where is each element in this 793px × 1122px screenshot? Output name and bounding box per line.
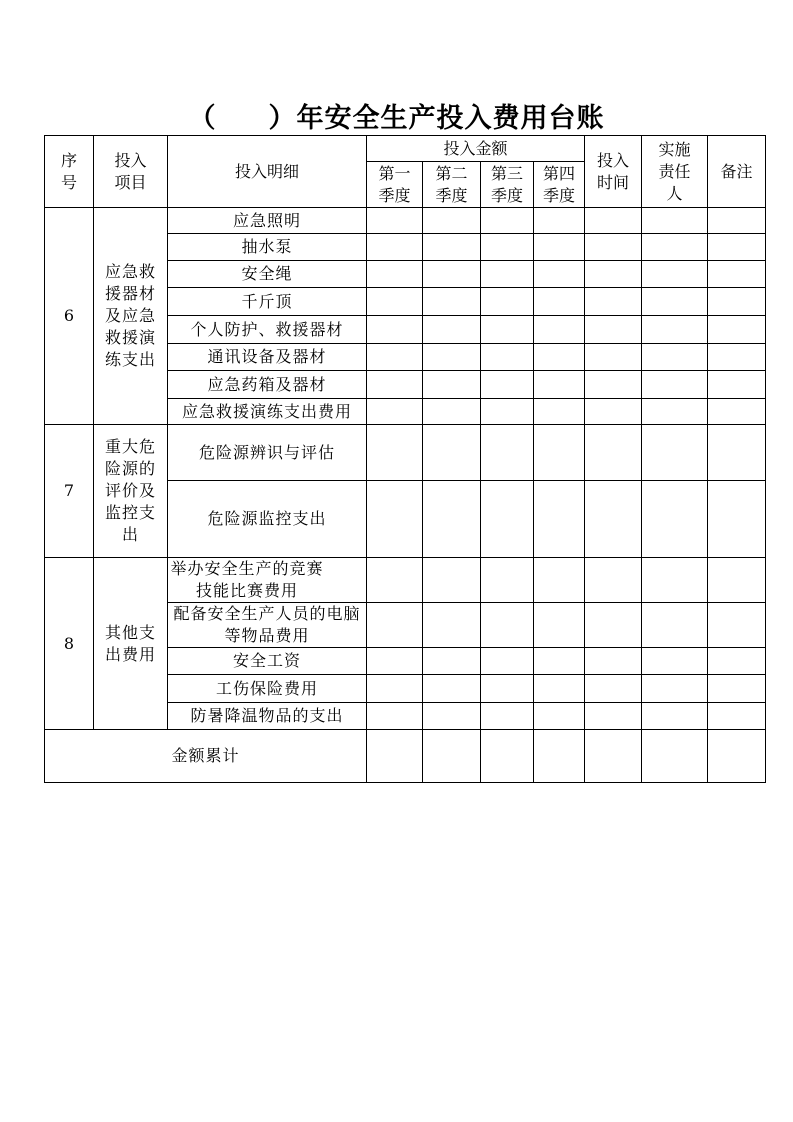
- header-item: 投入项目: [94, 136, 168, 208]
- group-seq: 7: [45, 425, 94, 558]
- group-seq: 6: [45, 208, 94, 425]
- q3-cell[interactable]: [481, 558, 534, 603]
- remark-cell[interactable]: [708, 371, 766, 399]
- header-amount: 投入金额: [367, 136, 585, 162]
- q4-total-cell[interactable]: [534, 730, 585, 783]
- person-total-cell[interactable]: [642, 730, 708, 783]
- person-cell[interactable]: [642, 208, 708, 234]
- q3-cell[interactable]: [481, 648, 534, 675]
- time-total-cell[interactable]: [585, 730, 642, 783]
- person-cell[interactable]: [642, 234, 708, 261]
- remark-cell[interactable]: [708, 425, 766, 481]
- header-q4: 第四季度: [534, 162, 585, 208]
- q4-cell[interactable]: [534, 399, 585, 425]
- header-seq: 序号: [45, 136, 94, 208]
- header-q3: 第三季度: [481, 162, 534, 208]
- time-cell[interactable]: [585, 344, 642, 371]
- q4-cell[interactable]: [534, 208, 585, 234]
- time-cell[interactable]: [585, 481, 642, 558]
- group-seq: 8: [45, 558, 94, 730]
- person-cell[interactable]: [642, 288, 708, 316]
- time-cell[interactable]: [585, 603, 642, 648]
- q1-cell[interactable]: [367, 288, 423, 316]
- q1-cell[interactable]: [367, 425, 423, 481]
- q4-cell[interactable]: [534, 425, 585, 481]
- q1-cell[interactable]: [367, 399, 423, 425]
- q1-cell[interactable]: [367, 675, 423, 703]
- detail-cell: 应急照明: [168, 208, 367, 234]
- detail-cell: 抽水泵: [168, 234, 367, 261]
- detail-cell: 危险源辨识与评估: [168, 425, 367, 481]
- group-category: 应急救援器材及应急救援演练支出: [94, 208, 168, 425]
- remark-cell[interactable]: [708, 316, 766, 344]
- detail-cell: 应急药箱及器材: [168, 371, 367, 399]
- group-category: 其他支出费用: [94, 558, 168, 730]
- detail-cell: 个人防护、救援器材: [168, 316, 367, 344]
- q4-cell[interactable]: [534, 316, 585, 344]
- detail-cell: 千斤顶: [168, 288, 367, 316]
- q2-cell[interactable]: [423, 399, 481, 425]
- q2-cell[interactable]: [423, 234, 481, 261]
- q2-cell[interactable]: [423, 425, 481, 481]
- table-row: [45, 558, 766, 603]
- q3-cell[interactable]: [481, 261, 534, 288]
- person-cell[interactable]: [642, 261, 708, 288]
- remark-cell[interactable]: [708, 261, 766, 288]
- detail-cell: 防暑降温物品的支出: [168, 703, 367, 730]
- time-cell[interactable]: [585, 288, 642, 316]
- q1-cell[interactable]: [367, 316, 423, 344]
- detail-cell: 配备安全生产人员的电脑等物品费用: [168, 603, 367, 648]
- q3-cell[interactable]: [481, 234, 534, 261]
- q3-cell[interactable]: [481, 703, 534, 730]
- detail-cell: 应急救援演练支出费用: [168, 399, 367, 425]
- q2-cell[interactable]: [423, 558, 481, 603]
- q4-cell[interactable]: [534, 261, 585, 288]
- q4-cell[interactable]: [534, 234, 585, 261]
- q1-cell[interactable]: [367, 558, 423, 603]
- q1-cell[interactable]: [367, 371, 423, 399]
- q4-cell[interactable]: [534, 481, 585, 558]
- q3-cell[interactable]: [481, 675, 534, 703]
- remark-cell[interactable]: [708, 234, 766, 261]
- person-cell[interactable]: [642, 371, 708, 399]
- person-cell[interactable]: [642, 558, 708, 603]
- q3-total-cell[interactable]: [481, 730, 534, 783]
- q1-cell[interactable]: [367, 481, 423, 558]
- header-q2: 第二季度: [423, 162, 481, 208]
- q2-cell[interactable]: [423, 675, 481, 703]
- q4-cell[interactable]: [534, 371, 585, 399]
- header-time: 投入时间: [585, 136, 642, 208]
- remark-cell[interactable]: [708, 208, 766, 234]
- person-cell[interactable]: [642, 481, 708, 558]
- q2-cell[interactable]: [423, 288, 481, 316]
- remark-cell[interactable]: [708, 399, 766, 425]
- table-row: [45, 425, 766, 481]
- q1-cell[interactable]: [367, 703, 423, 730]
- q3-cell[interactable]: [481, 371, 534, 399]
- q2-cell[interactable]: [423, 603, 481, 648]
- time-cell[interactable]: [585, 558, 642, 603]
- q3-cell[interactable]: [481, 399, 534, 425]
- q3-cell[interactable]: [481, 288, 534, 316]
- time-cell[interactable]: [585, 425, 642, 481]
- person-cell[interactable]: [642, 425, 708, 481]
- header-row-1: [45, 136, 766, 162]
- time-cell[interactable]: [585, 261, 642, 288]
- remark-cell[interactable]: [708, 675, 766, 703]
- time-cell[interactable]: [585, 648, 642, 675]
- header-q1: 第一季度: [367, 162, 423, 208]
- q4-cell[interactable]: [534, 603, 585, 648]
- title-suffix: ）年安全生产投入费用台账: [268, 103, 605, 134]
- q3-cell[interactable]: [481, 603, 534, 648]
- person-cell[interactable]: [642, 648, 708, 675]
- person-cell[interactable]: [642, 603, 708, 648]
- remark-cell[interactable]: [708, 558, 766, 603]
- time-cell[interactable]: [585, 399, 642, 425]
- q2-cell[interactable]: [423, 703, 481, 730]
- q1-cell[interactable]: [367, 234, 423, 261]
- header-person: 实施责任人: [642, 136, 708, 208]
- q3-cell[interactable]: [481, 481, 534, 558]
- detail-cell: 通讯设备及器材: [168, 344, 367, 371]
- remark-cell[interactable]: [708, 603, 766, 648]
- person-cell[interactable]: [642, 316, 708, 344]
- q1-cell[interactable]: [367, 208, 423, 234]
- q1-total-cell[interactable]: [367, 730, 423, 783]
- q2-cell[interactable]: [423, 261, 481, 288]
- q4-cell[interactable]: [534, 344, 585, 371]
- q3-cell[interactable]: [481, 425, 534, 481]
- q3-cell[interactable]: [481, 316, 534, 344]
- detail-cell: 安全绳: [168, 261, 367, 288]
- group-category: 重大危险源的评价及监控支出: [94, 425, 168, 558]
- detail-cell: 危险源监控支出: [168, 481, 367, 558]
- header-detail: 投入明细: [168, 136, 367, 208]
- q1-cell[interactable]: [367, 603, 423, 648]
- time-cell[interactable]: [585, 208, 642, 234]
- time-cell[interactable]: [585, 675, 642, 703]
- q4-cell[interactable]: [534, 648, 585, 675]
- person-cell[interactable]: [642, 703, 708, 730]
- remark-cell[interactable]: [708, 481, 766, 558]
- remark-cell[interactable]: [708, 648, 766, 675]
- person-cell[interactable]: [642, 675, 708, 703]
- remark-cell[interactable]: [708, 344, 766, 371]
- total-row: [45, 730, 766, 783]
- total-label: 金额累计: [45, 730, 367, 783]
- person-cell[interactable]: [642, 344, 708, 371]
- q4-cell[interactable]: [534, 288, 585, 316]
- q2-cell[interactable]: [423, 648, 481, 675]
- remark-total-cell[interactable]: [708, 730, 766, 783]
- time-cell[interactable]: [585, 234, 642, 261]
- q1-cell[interactable]: [367, 648, 423, 675]
- q4-cell[interactable]: [534, 675, 585, 703]
- remark-cell[interactable]: [708, 703, 766, 730]
- page-title: [0, 96, 793, 135]
- q2-cell[interactable]: [423, 316, 481, 344]
- q1-cell[interactable]: [367, 344, 423, 371]
- q2-cell[interactable]: [423, 371, 481, 399]
- q3-cell[interactable]: [481, 344, 534, 371]
- q4-cell[interactable]: [534, 558, 585, 603]
- detail-cell: 安全工资: [168, 648, 367, 675]
- q4-cell[interactable]: [534, 703, 585, 730]
- detail-cell: 工伤保险费用: [168, 675, 367, 703]
- time-cell[interactable]: [585, 703, 642, 730]
- detail-cell: 举办安全生产的竞赛技能比赛费用: [168, 558, 367, 603]
- title-prefix: （: [188, 103, 217, 134]
- q2-cell[interactable]: [423, 481, 481, 558]
- table-row: [45, 208, 766, 234]
- time-cell[interactable]: [585, 316, 642, 344]
- q2-cell[interactable]: [423, 344, 481, 371]
- person-cell[interactable]: [642, 399, 708, 425]
- remark-cell[interactable]: [708, 288, 766, 316]
- ledger-table: [44, 135, 766, 783]
- q1-cell[interactable]: [367, 261, 423, 288]
- header-remark: 备注: [708, 136, 766, 208]
- q3-cell[interactable]: [481, 208, 534, 234]
- time-cell[interactable]: [585, 371, 642, 399]
- q2-cell[interactable]: [423, 208, 481, 234]
- q2-total-cell[interactable]: [423, 730, 481, 783]
